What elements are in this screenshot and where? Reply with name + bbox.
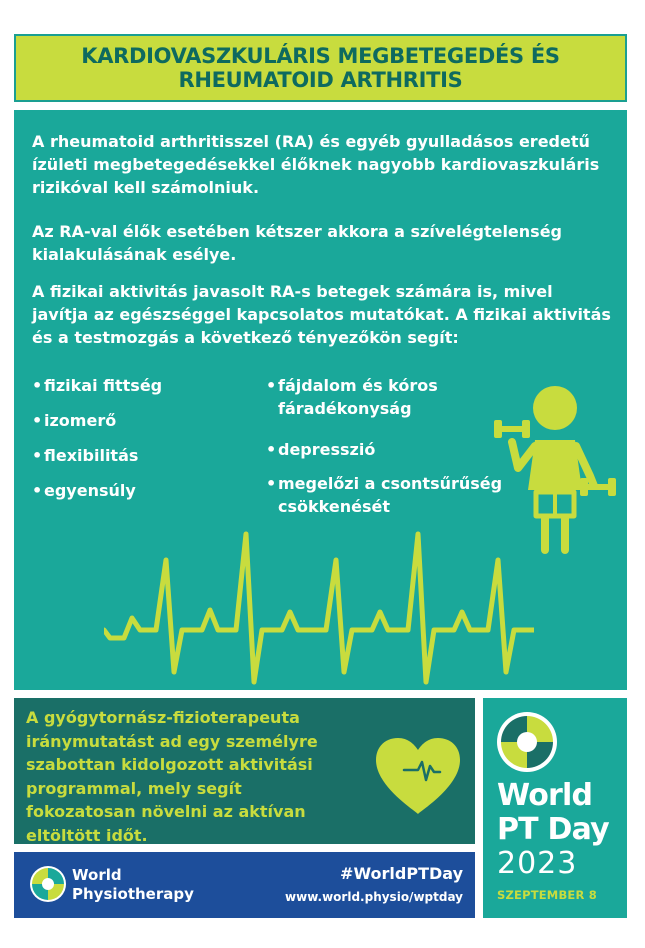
title-line-2: RHEUMATOID ARTHRITIS — [178, 68, 463, 92]
bullet-label: depresszió — [278, 440, 376, 459]
paragraph-physical-activity: A fizikai aktivitás javasolt RA-s betegek számára is, mivel javítja az egészséggel kapcsolatos mutatókat. A fizikai aktivitás és a testmozgás a következő tényezőkön segít: — [32, 282, 611, 347]
bullet-dot: • — [32, 411, 43, 430]
org-name — [72, 866, 194, 904]
world-pt-day-logo-icon — [495, 710, 559, 774]
hashtag: #WorldPTDay — [340, 864, 463, 883]
brand-world: World — [497, 778, 593, 813]
bullet-item — [32, 409, 116, 432]
org-name-line-1: World — [72, 866, 122, 884]
bullet-item — [32, 444, 138, 467]
bullet-dot: • — [32, 376, 43, 395]
paragraph-heart-failure: Az RA-val élők esetében kétszer akkora a szívelégtelenség kialakulásának esélye. — [32, 222, 562, 264]
bullet-dot: • — [32, 481, 43, 500]
bullet-dot: • — [32, 446, 43, 465]
bullet-label: egyensúly — [44, 481, 136, 500]
bullet-dot: • — [266, 440, 277, 459]
bullet-item — [266, 374, 438, 420]
brand-date: SZEPTEMBER 8 — [497, 888, 597, 902]
main-panel — [14, 110, 627, 690]
title-line-1: KARDIOVASZKULÁRIS MEGBETEGEDÉS ÉS — [81, 43, 560, 68]
brand-year: 2023 — [497, 846, 578, 881]
bullet-item — [32, 479, 136, 502]
bullet-item — [266, 438, 375, 461]
bullet-label-cont: csökkenését — [278, 497, 390, 516]
footer-bar — [14, 852, 475, 918]
ecg-line-icon — [104, 520, 534, 690]
world-physiotherapy-logo-icon — [28, 864, 68, 904]
callout-text: A gyógytornász-fizioterapeuta iránymutatást ad egy személyre szabottan kidolgozott aktivitási programmal, mely segít fokozatosan növelni az aktívan eltöltött időt. — [26, 708, 318, 845]
org-name-line-2: Physiotherapy — [72, 885, 194, 903]
bullet-label: megelőzi a csontsűrűség — [278, 474, 503, 493]
bullet-label-cont: fáradékonyság — [278, 399, 412, 418]
bullet-label: fájdalom és kóros — [278, 376, 438, 395]
brand-pt-day: PT Day — [497, 812, 609, 847]
bullet-dot: • — [266, 376, 277, 395]
website-link[interactable]: www.world.physio/wptday — [285, 890, 463, 904]
bullet-item — [32, 374, 162, 397]
bullet-dot: • — [266, 474, 277, 493]
bullet-label: flexibilitás — [44, 446, 139, 465]
paragraph-ra-risk: A rheumatoid arthritisszel (RA) és egyéb gyulladásos eredetű ízületi megbetegedésekkel élőknek nagyobb kardiovaszkuláris rizikóval kell számolniuk. — [32, 132, 600, 197]
bullet-label: fizikai fittség — [44, 376, 163, 395]
world-pt-day-panel — [483, 698, 627, 918]
callout-panel — [14, 698, 475, 844]
bullet-label: izomerő — [44, 411, 117, 430]
title-banner — [14, 34, 627, 102]
heart-pulse-icon — [374, 736, 462, 816]
bullet-item — [266, 472, 502, 518]
